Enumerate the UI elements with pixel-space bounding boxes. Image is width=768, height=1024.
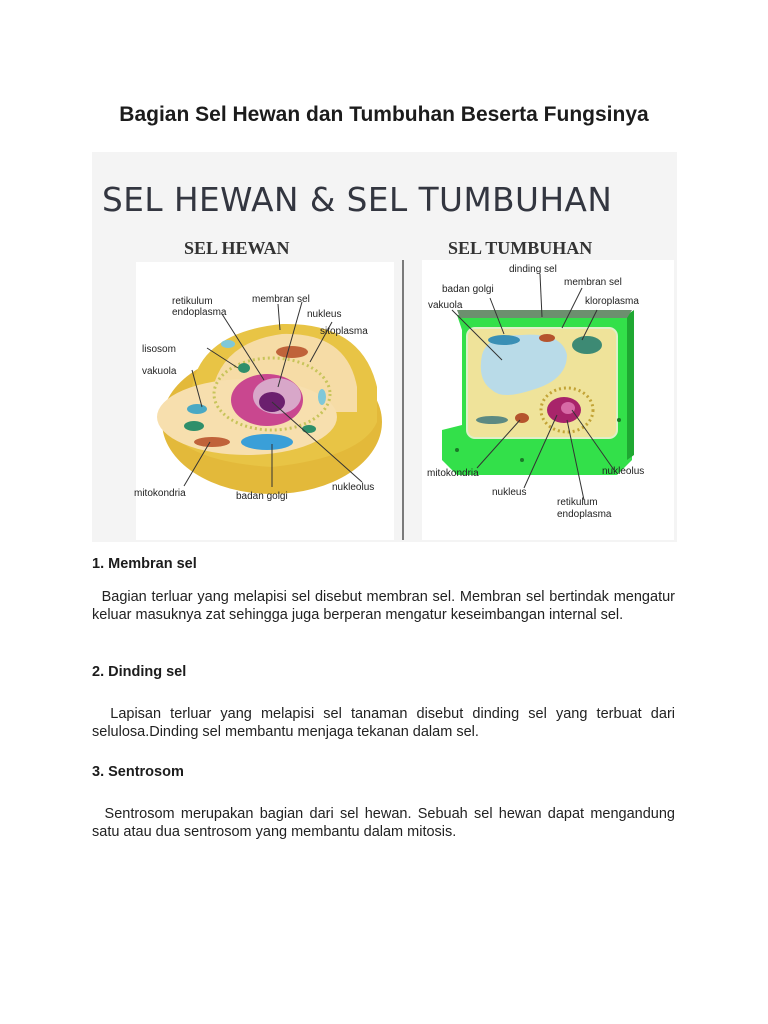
label-badan-golgi-plant: badan golgi [442, 284, 494, 295]
section-heading-membran-sel: 1. Membran sel [92, 556, 197, 572]
label-kloroplasma: kloroplasma [585, 296, 639, 307]
label-nukleolus: nukleolus [332, 482, 375, 493]
label-badan-golgi: badan golgi [236, 491, 288, 502]
label-vakuola-plant: vakuola [428, 300, 463, 311]
label-nukleus-plant: nukleus [492, 487, 527, 498]
label-membran-sel: membran sel [252, 294, 310, 305]
label-nukleus: nukleus [307, 309, 342, 320]
animal-cell-illustration [132, 292, 402, 512]
label-vakuola: vakuola [142, 366, 177, 377]
label-retikulum-plant: retikulum [557, 497, 598, 508]
plant-cell-heading: SEL TUMBUHAN [448, 238, 593, 258]
section-text-dinding-sel: Lapisan terluar yang melapisi sel tanaman disebut dinding sel yang terbuat dari selulosa.Dinding sel membantu menjaga tekanan dalam sel. [92, 706, 675, 740]
section-text-sentrosom: Sentrosom merupakan bagian dari sel hewan. Sebuah sel hewan dapat mengandung satu atau dua sentrosom yang membantu dalam mitosis. [92, 806, 675, 840]
label-membran-sel-plant: membran sel [564, 277, 622, 288]
label-lisosom: lisosom [142, 344, 176, 355]
section-text-membran-sel: Bagian terluar yang melapisi sel disebut membran sel. Membran sel bertindak mengatur keluar masuknya zat sehingga juga berperan mengatur keseimbangan internal sel. [92, 589, 675, 623]
panel-divider [402, 260, 404, 540]
label-dinding-sel: dinding sel [509, 264, 557, 275]
cell-diagram-figure [92, 152, 677, 542]
label-mitokondria: mitokondria [134, 488, 186, 499]
plant-cell-illustration [422, 260, 677, 530]
document-title: Bagian Sel Hewan dan Tumbuhan Beserta Fungsinya [119, 103, 649, 127]
section-heading-sentrosom: 3. Sentrosom [92, 764, 184, 780]
label-endoplasma: endoplasma [172, 307, 227, 318]
label-sitoplasma: sitoplasma [320, 326, 368, 337]
section-heading-dinding-sel: 2. Dinding sel [92, 664, 187, 680]
label-nukleolus-plant: nukleolus [602, 466, 645, 477]
label-mitokondria-plant: mitokondria [427, 468, 479, 479]
label-retikulum: retikulum [172, 296, 213, 307]
label-endoplasma-plant: endoplasma [557, 509, 612, 520]
figure-title: SEL HEWAN & SEL TUMBUHAN [102, 180, 613, 219]
animal-cell-heading: SEL HEWAN [184, 238, 290, 258]
